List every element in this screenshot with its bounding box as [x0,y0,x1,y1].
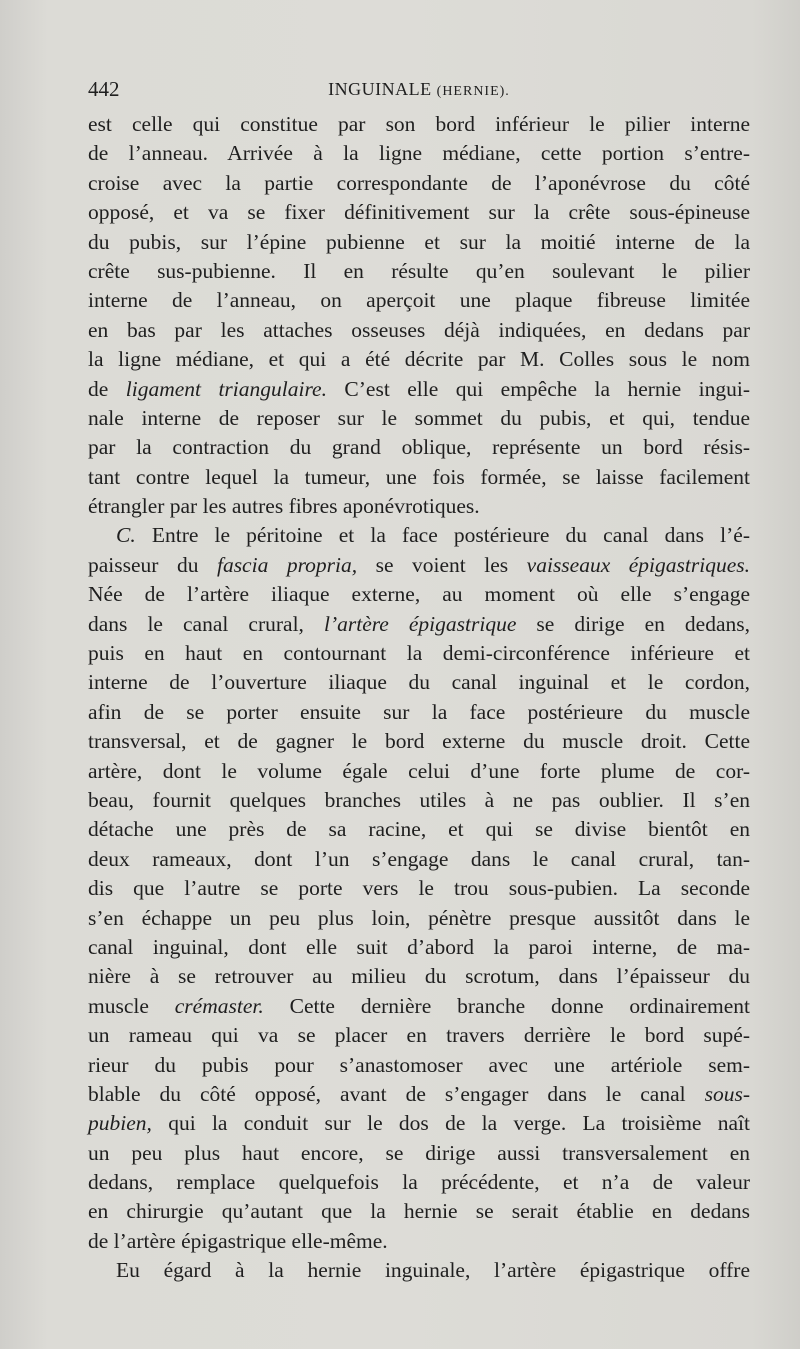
italic-term: l’artère épigastrique [323,611,517,636]
text-line: tant contre lequel la tumeur, une fois formée, se laisse facilement [88,464,750,489]
text-line: C. Entre le péritoine et la face postérieure du canal dans l’é- [116,523,750,548]
italic-term: vaisseaux épigastriques. [526,552,750,577]
italic-term: sous- [704,1081,750,1106]
text-line: dedans, remplace quelquefois la précédente, et n’a de valeur [88,1170,750,1195]
text-line: Née de l’artère iliaque externe, au moment où elle s’engage [88,582,750,607]
text-line: s’en échappe un peu plus loin, pénètre presque aussitôt dans le [88,905,750,930]
italic-term: fascia propria, [216,552,358,577]
text-line: en bas par les attaches osseuses déjà indiquées, en dedans par [88,317,750,342]
text-line: de l’anneau. Arrivée à la ligne médiane, cette portion s’entre- [88,141,750,166]
text-line: artère, dont le volume égale celui d’une forte plume de cor- [88,758,750,783]
text-line: Eu égard à la hernie inguinale, l’artère épigastrique offre [116,1258,750,1283]
running-head-main: INGUINALE [328,79,432,99]
page-header [88,74,750,104]
text-line: canal inguinal, dont elle suit d’abord la paroi interne, de ma- [88,934,750,959]
text-line: détache une près de sa racine, et qui se divise bientôt en [88,817,750,842]
text-line: beau, fournit quelques branches utiles à ne pas oublier. Il s’en [88,787,750,812]
text-line: étrangler par les autres fibres aponévrotiques. [88,494,480,519]
text-line: pubien, qui la conduit sur le dos de la verge. La troisième naît [88,1111,750,1136]
text-line: opposé, et va se fixer définitivement sur la crête sous-épineuse [88,200,750,225]
text-line: nale interne de reposer sur le sommet du pubis, et qui, tendue [88,405,750,430]
text-line: dans le canal crural, l’artère épigastrique se dirige en dedans, [88,611,751,636]
text-line: afin de se porter ensuite sur la face postérieure du muscle [88,699,750,724]
italic-term: pubien, [88,1111,152,1136]
text-line: puis en haut en contournant la demi-circonférence inférieure et [88,641,750,666]
text-line: crête sus-pubienne. Il en résulte qu’en soulevant le pilier [88,258,750,283]
italic-term: ligament triangulaire. [125,376,327,401]
running-head [88,74,750,107]
text-line: la ligne médiane, et qui a été décrite par M. Colles sous le nom [88,347,750,372]
text-line: transversal, et de gagner le bord externe du muscle droit. Cette [88,729,750,754]
text-line: paisseur du fascia propria, se voient les vaisseaux épigastriques. [88,552,750,577]
running-head-paren: (HERNIE). [436,84,510,99]
text-line: dis que l’autre se porte vers le trou sous-pubien. La seconde [88,876,750,901]
text-line: du pubis, sur l’épine pubienne et sur la moitié interne de la [88,229,750,254]
text-line: deux rameaux, dont l’un s’engage dans le canal crural, tan- [88,846,750,871]
text-line: blable du côté opposé, avant de s’engager dans le canal sous- [88,1081,750,1106]
text-line: par la contraction du grand oblique, représente un bord résis- [88,435,750,460]
text-line: de ligament triangulaire. C’est elle qui empêche la hernie ingui- [88,376,750,401]
text-line: rieur du pubis pour s’anastomoser avec une artériole sem- [88,1052,750,1077]
text-line: est celle qui constitue par son bord inférieur le pilier interne [88,112,750,136]
text-line: interne de l’ouverture iliaque du canal inguinal et le cordon, [88,670,750,695]
section-letter: C. [116,523,136,548]
page-number: 442 [88,77,120,101]
text-line: un peu plus haut encore, se dirige aussi transversalement en [88,1140,750,1165]
text-line: nière à se retrouver au milieu du scrotum, dans l’épaisseur du [88,964,750,989]
italic-term: crémaster. [174,993,264,1018]
text-line: de l’artère épigastrique elle-même. [88,1228,388,1253]
text-line: muscle crémaster. Cette dernière branche donne ordinairement [88,993,750,1018]
body-text [88,110,750,1286]
text-line: interne de l’anneau, on aperçoit une plaque fibreuse limitée [88,288,750,313]
text-line: en chirurgie qu’autant que la hernie se serait établie en dedans [88,1199,750,1224]
text-line: un rameau qui va se placer en travers derrière le bord supé- [88,1023,750,1048]
text-line: croise avec la partie correspondante de l’aponévrose du côté [88,170,750,195]
